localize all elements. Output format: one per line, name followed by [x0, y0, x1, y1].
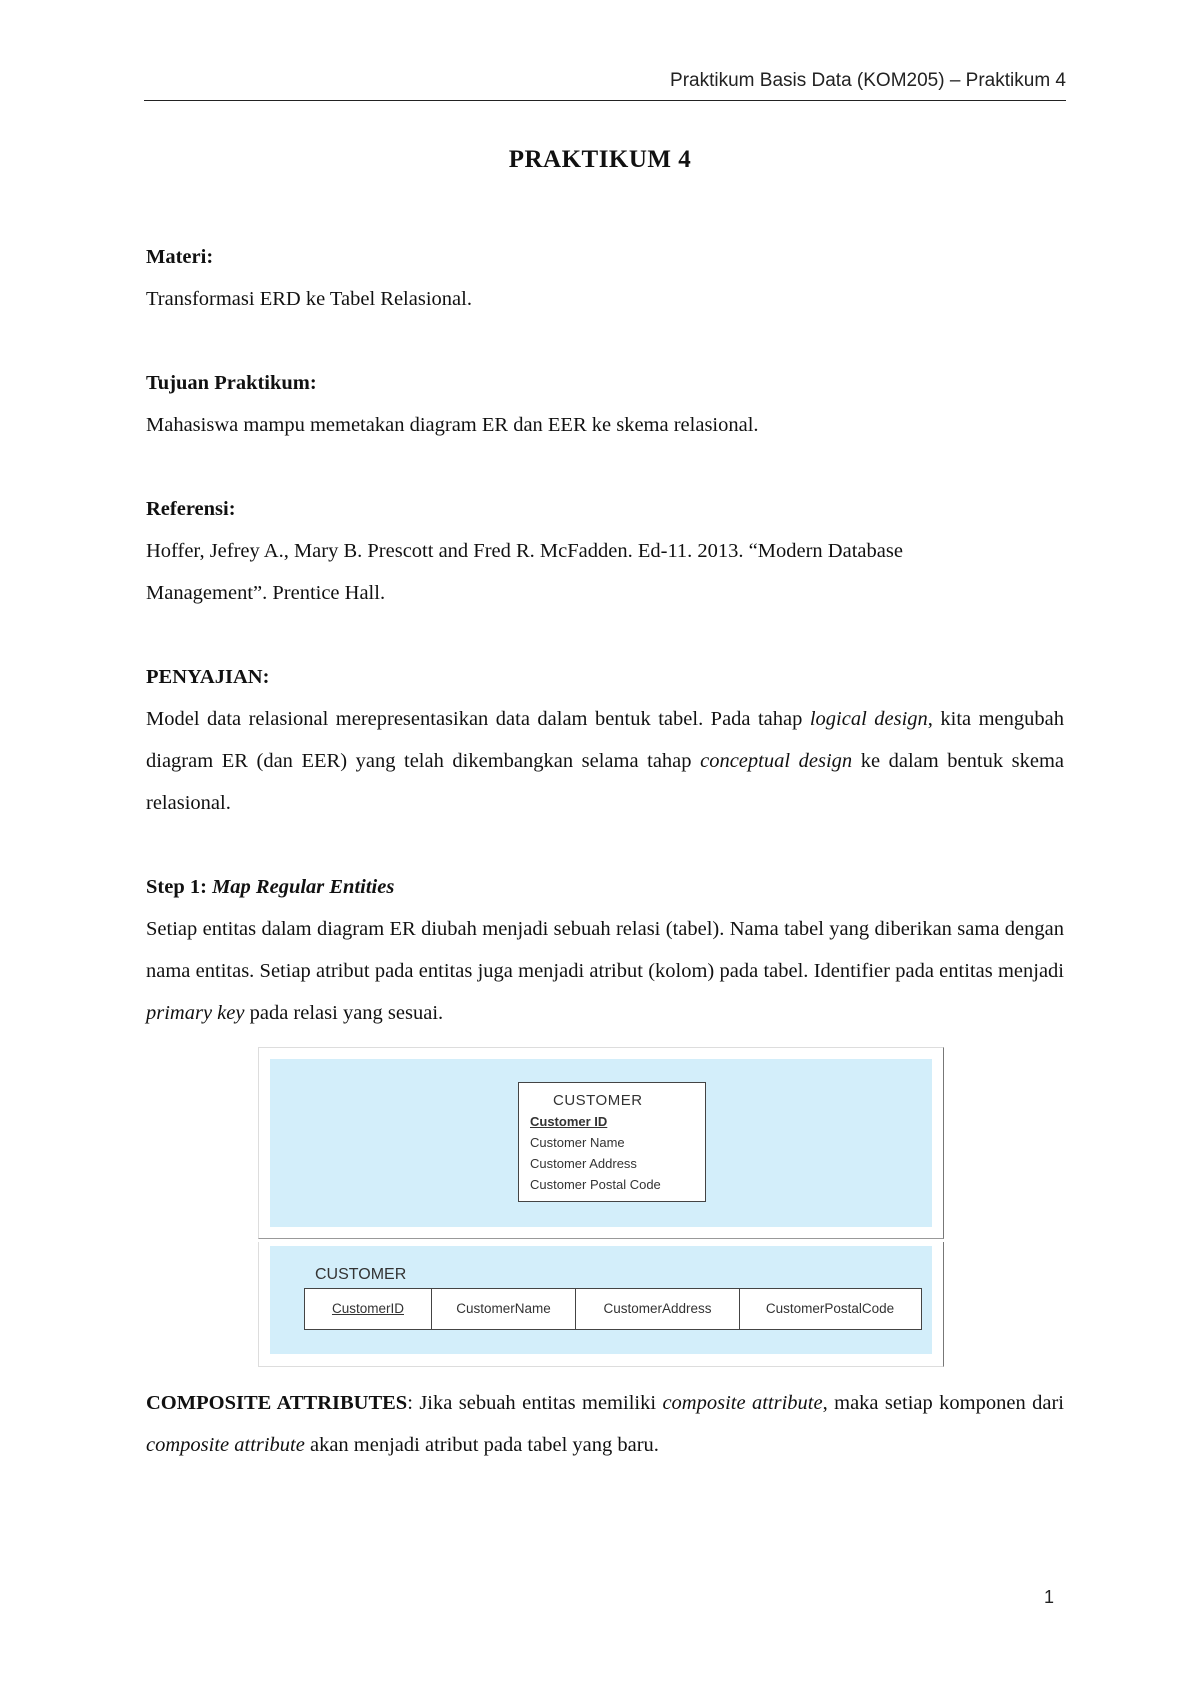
relation-column-label: CustomerID — [331, 1301, 404, 1316]
composite-text-3: akan menjadi atribut pada tabel yang baru. — [304, 1434, 659, 1456]
relation-panel-background — [270, 1246, 932, 1354]
section-materi — [146, 236, 1064, 320]
relation-panel — [258, 1242, 944, 1367]
section-tujuan — [146, 362, 1064, 446]
relation-name: CUSTOMER — [315, 1266, 407, 1283]
mapping-figure — [258, 1047, 946, 1367]
penyajian-text-1: Model data relasional merepresentasikan data dalam bentuk tabel. Pada tahap — [146, 708, 810, 730]
step1-text-1: Setiap entitas dalam diagram ER diubah menjadi sebuah relasi (tabel). Nama tabel yang diberikan sama dengan nama entitas. Setiap atribut pada entitas juga menjadi atribut (kolom) pada tabel. Identifier pada entitas menjadi — [146, 918, 1064, 982]
step1-title: Map Regular Entities — [212, 876, 395, 898]
composite-text-1: : Jika sebuah entitas memiliki — [407, 1392, 663, 1414]
penyajian-paragraph — [146, 698, 1064, 824]
penyajian-label: PENYAJIAN: — [146, 666, 270, 688]
section-step1 — [146, 866, 1064, 1034]
relation-column: CustomerName — [432, 1289, 576, 1329]
step1-emphasis-1: primary key — [146, 1002, 245, 1024]
er-panel-background — [270, 1059, 932, 1227]
section-referensi — [146, 488, 1064, 614]
step1-text-2: pada relasi yang sesuai. — [244, 1002, 444, 1024]
page-title: PRAKTIKUM 4 — [508, 146, 692, 173]
entity-attribute: Customer Name — [530, 1135, 625, 1150]
relation-column: CustomerPostalCode — [765, 1301, 895, 1316]
tujuan-text: Mahasiswa mampu memetakan diagram ER dan EER ke skema relasional. — [146, 414, 759, 436]
step1-heading — [146, 866, 1064, 908]
running-header — [144, 70, 1066, 101]
er-panel — [258, 1047, 944, 1239]
step1-label: Step 1: — [146, 876, 207, 898]
relation-column: CustomerAddress — [576, 1289, 740, 1329]
referensi-line1: Hoffer, Jefrey A., Mary B. Prescott and Fred R. McFadden. Ed-11. 2013. “Modern Database — [146, 540, 903, 562]
step1-paragraph — [146, 908, 1064, 1034]
section-composite — [146, 1382, 1064, 1466]
entity-name: CUSTOMER — [553, 1092, 643, 1109]
composite-label: COMPOSITE ATTRIBUTES — [146, 1392, 408, 1414]
entity-attribute: Customer Address — [530, 1156, 637, 1171]
tujuan-label: Tujuan Praktikum: — [146, 372, 317, 394]
referensi-line2: Management”. Prentice Hall. — [146, 582, 386, 604]
referensi-label: Referensi: — [146, 498, 236, 520]
entity-attribute-identifier: Customer ID — [530, 1114, 608, 1129]
entity-attribute: Customer Postal Code — [530, 1177, 661, 1192]
composite-text-2: , maka setiap komponen dari — [822, 1392, 1064, 1414]
materi-text: Transformasi ERD ke Tabel Relasional. — [146, 288, 472, 310]
penyajian-emphasis-2: conceptual design — [700, 750, 853, 772]
relation-table — [304, 1288, 922, 1330]
composite-emphasis-1: composite attribute — [662, 1392, 823, 1414]
penyajian-emphasis-1: logical design — [809, 708, 928, 730]
entity-box — [518, 1082, 706, 1202]
running-title: Praktikum Basis Data (KOM205) – Praktikum 4 — [670, 70, 1066, 91]
materi-label: Materi: — [146, 246, 214, 268]
section-penyajian — [146, 656, 1064, 824]
composite-emphasis-2: composite attribute — [146, 1434, 305, 1456]
relation-column-primary-key — [305, 1289, 432, 1329]
penyajian-text-2: , kita mengubah diagram ER (dan EER) yang telah dikembangkan selama tahap — [146, 708, 1064, 772]
penyajian-text-3: ke dalam bentuk skema relasional. — [146, 750, 1065, 814]
page-number: 1 — [1044, 1587, 1055, 1607]
